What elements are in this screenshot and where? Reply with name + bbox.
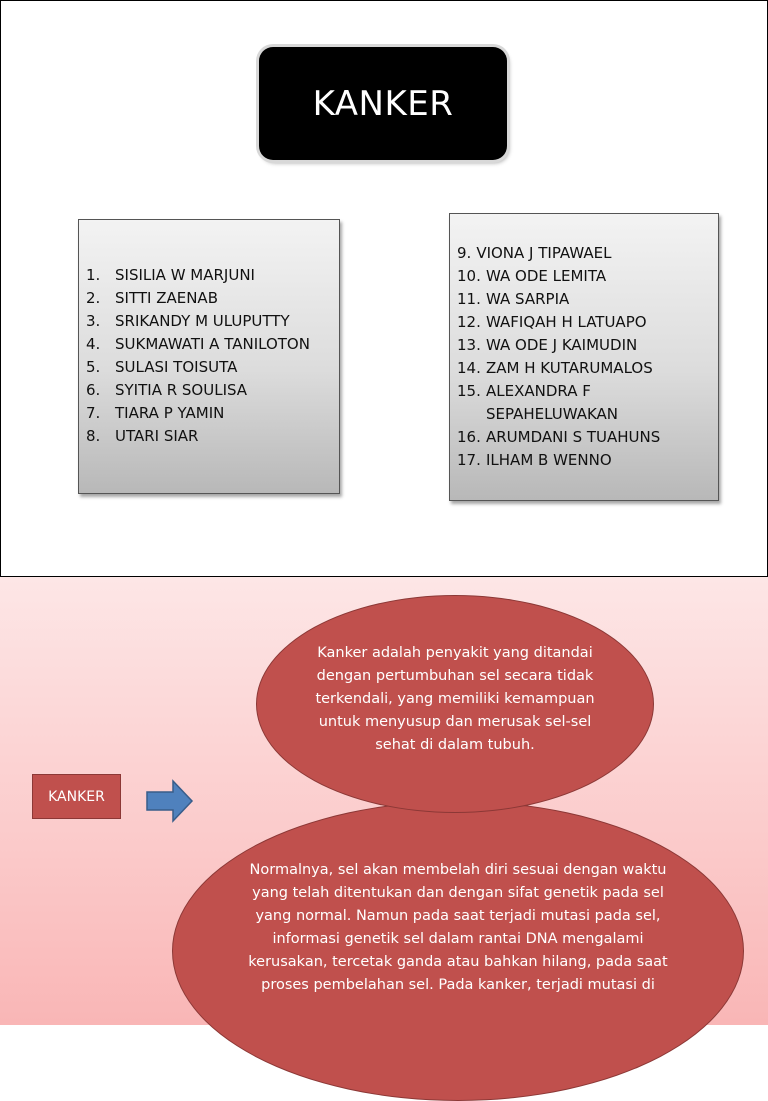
item-name: SITTI ZAENAB bbox=[115, 289, 218, 307]
definition-ellipse bbox=[256, 595, 654, 813]
item-number: 11. bbox=[457, 290, 481, 308]
list-item bbox=[86, 287, 339, 310]
list-item bbox=[86, 425, 339, 448]
item-number: 8. bbox=[86, 427, 101, 445]
item-name: UTARI SIAR bbox=[115, 427, 199, 445]
item-number: 13. bbox=[457, 336, 481, 354]
list-item bbox=[457, 242, 718, 265]
kanker-label-box bbox=[32, 774, 121, 819]
item-number: 2. bbox=[86, 289, 101, 307]
list-item bbox=[457, 426, 718, 449]
item-name: ILHAM B WENNO bbox=[486, 451, 612, 469]
title-box bbox=[259, 47, 507, 160]
slide-definition bbox=[0, 576, 768, 1025]
item-number: 5. bbox=[86, 358, 101, 376]
explanation-text: Normalnya, sel akan membelah diri sesuai dengan waktu yang telah ditentukan dan dengan sifat genetik pada sel yang normal. Namun pada saat terjadi mutasi pada sel, informasi genetik sel dalam rantai DNA mengalami kerusakan, tercetak ganda atau bahkan hilang, pada saat proses pembelahan sel. Pada kanker, terjadi mutasi di bbox=[248, 862, 668, 993]
item-name: WAFIQAH H LATUAPO bbox=[486, 313, 647, 331]
item-number: 16. bbox=[457, 428, 481, 446]
item-number: 6. bbox=[86, 381, 101, 399]
member-list-right bbox=[449, 213, 719, 501]
member-list-left bbox=[78, 219, 340, 494]
list-item bbox=[86, 379, 339, 402]
right-arrow-icon bbox=[146, 779, 194, 823]
item-name: WA ODE LEMITA bbox=[486, 267, 607, 285]
item-number: 7. bbox=[86, 404, 101, 422]
list-item bbox=[86, 402, 339, 425]
explanation-ellipse bbox=[172, 801, 744, 1101]
item-number: 14. bbox=[457, 359, 481, 377]
item-name: SISILIA W MARJUNI bbox=[115, 266, 255, 284]
list-item bbox=[457, 357, 718, 380]
item-name: ARUMDANI S TUAHUNS bbox=[486, 428, 661, 446]
list-item bbox=[457, 288, 718, 311]
list-item bbox=[457, 449, 718, 472]
item-name: SYITIA R SOULISA bbox=[115, 381, 248, 399]
item-name: SUKMAWATI A TANILOTON bbox=[115, 335, 310, 353]
list-item bbox=[86, 310, 339, 333]
definition-text: Kanker adalah penyakit yang ditandai dengan pertumbuhan sel secara tidak terkendali, yang memiliki kemampuan untuk menyusup dan merusak sel-sel sehat di dalam tubuh. bbox=[315, 645, 595, 753]
item-number: 9. bbox=[457, 244, 472, 262]
item-number: 17. bbox=[457, 451, 481, 469]
item-name: ZAM H KUTARUMALOS bbox=[486, 359, 653, 377]
list-item bbox=[457, 265, 718, 288]
item-name: VIONA J TIPAWAEL bbox=[476, 244, 612, 262]
list-item bbox=[86, 264, 339, 287]
item-number: 1. bbox=[86, 266, 101, 284]
item-name: ALEXANDRA F SEPAHELUWAKAN bbox=[486, 382, 619, 423]
list-item bbox=[457, 311, 718, 334]
list-item bbox=[457, 334, 718, 357]
item-number: 3. bbox=[86, 312, 101, 330]
list-item bbox=[457, 380, 718, 426]
item-number: 15. bbox=[457, 382, 481, 400]
slide-title: KANKER bbox=[312, 83, 454, 124]
item-name: WA ODE J KAIMUDIN bbox=[486, 336, 638, 354]
item-number: 4. bbox=[86, 335, 101, 353]
list-item bbox=[86, 356, 339, 379]
list-item bbox=[86, 333, 339, 356]
item-name: SULASI TOISUTA bbox=[115, 358, 238, 376]
item-name: TIARA P YAMIN bbox=[115, 404, 225, 422]
kanker-label: KANKER bbox=[48, 788, 105, 805]
item-number: 10. bbox=[457, 267, 481, 285]
item-name: SRIKANDY M ULUPUTTY bbox=[115, 312, 290, 330]
item-number: 12. bbox=[457, 313, 481, 331]
item-name: WA SARPIA bbox=[486, 290, 570, 308]
